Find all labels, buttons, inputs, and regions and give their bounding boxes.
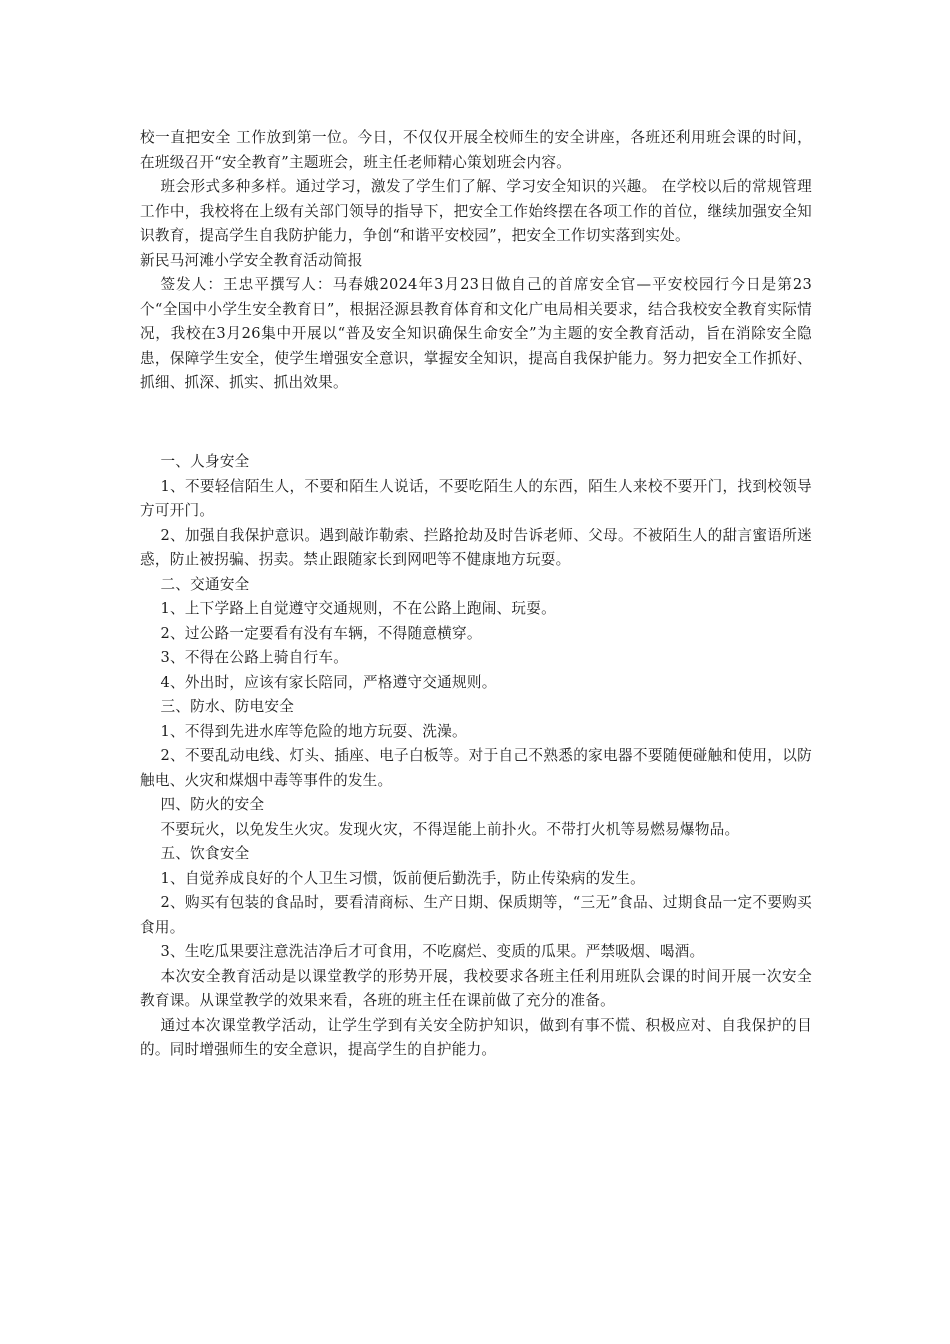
list-item: 2、购买有包装的食品时，要看清商标、生产日期、保质期等，“三无”食品、过期食品一定不要购买食用。	[140, 894, 812, 936]
document-body-bottom	[140, 450, 812, 1063]
list-item: 1、不得到先进水库等危险的地方玩耍、洗澡。	[160, 722, 467, 740]
paragraph: 校一直把安全 工作放到第一位。今日，不仅仅开展全校师生的安全讲座，各班还利用班会课的时间，在班级召开“安全教育”主题班会，班主任老师精心策划班会内容。	[140, 129, 812, 171]
paragraph: 通过本次课堂教学活动，让学生学到有关安全防护知识，做到有事不慌、积极应对、自我保护的目的。同时增强师生的安全意识，提高学生的自护能力。	[140, 1016, 812, 1058]
list-item: 3、不得在公路上骑自行车。	[160, 649, 349, 666]
section-heading: 三、防水、防电安全	[160, 698, 295, 715]
list-item: 不要玩火，以免发生火灾。发现火灾，不得逞能上前扑火。不带打火机等易燃易爆物品。	[160, 820, 740, 838]
bulletin-title: 新民马河滩小学安全教育活动简报	[140, 251, 363, 269]
paragraph: 本次安全教育活动是以课堂教学的形势开展，我校要求各班主任利用班队会课的时间开展一次安全教育课。从课堂教学的效果来看，各班的班主任在课前做了充分的准备。	[140, 967, 812, 1009]
section-heading: 四、防火的安全	[160, 796, 265, 813]
list-item: 1、自觉养成良好的个人卫生习惯，饭前便后勤洗手，防止传染病的发生。	[160, 869, 645, 887]
section-heading: 一、人身安全	[160, 453, 250, 470]
list-item: 1、上下学路上自觉遵守交通规则，不在公路上跑闹、玩耍。	[160, 600, 556, 617]
paragraph: 班会形式多种多样。通过学习，激发了学生们了解、学习安全知识的兴趣。 在学校以后的常规管理工作中，我校将在上级有关部门领导的指导下，把安全工作始终摆在各项工作的首位，继续加强安全知识教育，提高学生自我防护能力，争创“和谐平安校园”，把安全工作切实落到实处。	[140, 178, 812, 244]
list-item: 2、加强自我保护意识。遇到敲诈勒索、拦路抢劫及时告诉老师、父母。不被陌生人的甜言蜜语所迷惑，防止被拐骗、拐卖。禁止跟随家长到网吧等不健康地方玩耍。	[140, 526, 812, 568]
paragraph: 签发人：王忠平撰写人：马春娥2024年3月23日做自己的首席安全官—平安校园行今日是第23个“全国中小学生安全教育日”，根据泾源县教育体育和文化广电局相关要求，结合我校安全教育实际情况，我校在3月26集中开展以“普及安全知识确保生命安全”为主题的安全教育活动，旨在消除安全隐患，保障学生安全，使学生增强安全意识，掌握安全知识，提高自我保护能力。努力把安全工作抓好、抓细、抓深、抓实、抓出效果。	[140, 276, 812, 391]
list-item: 3、生吃瓜果要注意洗洁净后才可食用，不吃腐烂、变质的瓜果。严禁吸烟、喝酒。	[160, 943, 705, 960]
list-item: 4、外出时，应该有家长陪同，严格遵守交通规则。	[160, 673, 497, 691]
list-item: 2、不要乱动电线、灯头、插座、电子白板等。对于自己不熟悉的家电器不要随便碰触和使用，以防触电、火灾和煤烟中毒等事件的发生。	[140, 747, 812, 789]
section-heading: 二、交通安全	[160, 575, 250, 593]
list-item: 2、过公路一定要看有没有车辆，不得随意横穿。	[160, 624, 482, 642]
section-heading: 五、饮食安全	[160, 845, 250, 862]
document-body-top	[140, 126, 812, 396]
list-item: 1、不要轻信陌生人，不要和陌生人说话，不要吃陌生人的东西，陌生人来校不要开门，找到校领导方可开门。	[140, 477, 812, 519]
